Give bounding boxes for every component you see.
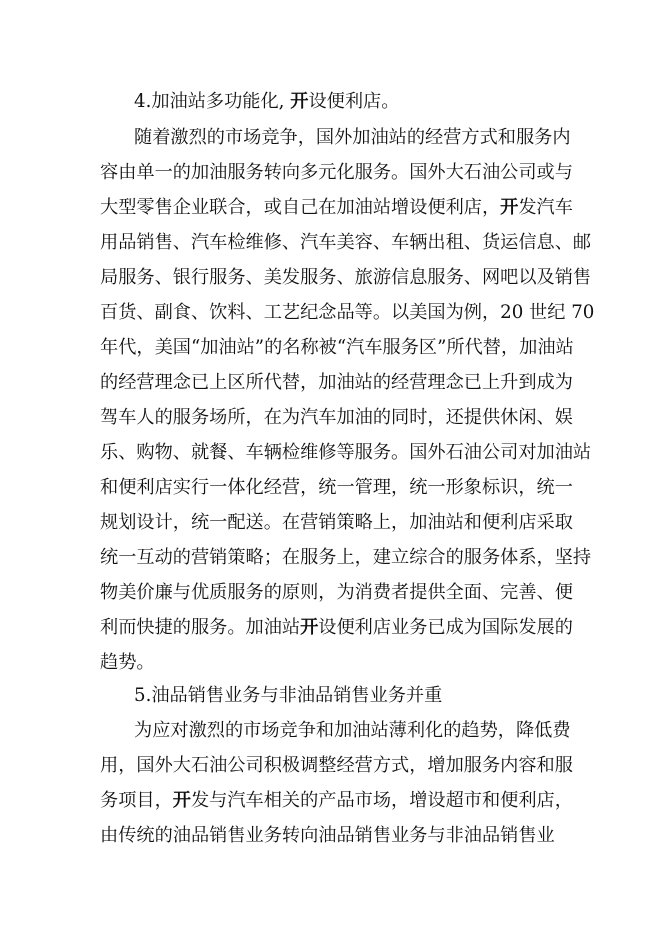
bold-char: 开 bbox=[172, 790, 191, 811]
line-text: 大型零售企业联合，或自己在加油站增设便利店， bbox=[100, 197, 501, 218]
paragraph-line: 由传统的油品销售业务转向油品销售业务与非油品销售业 bbox=[100, 825, 555, 846]
paragraph-line: 用品销售、汽车检维修、汽车美容、车辆出租、货运信息、邮 bbox=[100, 232, 592, 253]
bold-char: 开 bbox=[300, 617, 319, 638]
line-text: 务项目， bbox=[100, 790, 173, 811]
paragraph-line: 乐、购物、就餐、车辆检维修等服务。国外石油公司对加油站 bbox=[100, 442, 592, 463]
paragraph-line: 的经营理念已上区所代替，加油站的经营理念已上升到成为 bbox=[100, 372, 573, 393]
paragraph-line bbox=[100, 789, 573, 813]
paragraph-line: 规划设计，统一配送。在营销策略上，加油站和便利店采取 bbox=[100, 512, 573, 533]
section-5-heading: 5.油品销售业务与非油品销售业务并重 bbox=[134, 685, 443, 706]
paragraph-line: 和便利店实行一体化经营，统一管理，统一形象标识，统一 bbox=[100, 477, 573, 498]
bold-char: 开 bbox=[500, 197, 519, 218]
paragraph-line: 为应对激烈的市场竞争和加油站薄利化的趋势，降低费 bbox=[134, 720, 571, 741]
paragraph-line bbox=[100, 196, 573, 220]
paragraph-line bbox=[100, 616, 573, 640]
heading-bold-char: 开 bbox=[290, 91, 309, 112]
heading-text-suffix: 设便利店。 bbox=[308, 91, 400, 112]
section-4-heading bbox=[134, 90, 399, 114]
line-text: 发汽车 bbox=[518, 197, 573, 218]
heading-text-prefix: 4.加油站多功能化, bbox=[134, 91, 291, 112]
line-text: 利而快捷的服务。加油站 bbox=[100, 617, 301, 638]
paragraph-line: 容由单一的加油服务转向多元化服务。国外大石油公司或与 bbox=[100, 162, 573, 183]
line-text: 发与汽车相关的产品市场，增设超市和便利店， bbox=[190, 790, 573, 811]
paragraph-line: 局服务、银行服务、美发服务、旅游信息服务、网吧以及销售 bbox=[100, 267, 592, 288]
paragraph-line: 百货、副食、饮料、工艺纪念品等。以美国为例，20 世纪 70 bbox=[100, 302, 595, 323]
paragraph-line: 随着激烈的市场竞争，国外加油站的经营方式和服务内 bbox=[134, 127, 571, 148]
paragraph-line: 用，国外大石油公司积极调整经营方式，增加服务内容和服 bbox=[100, 755, 573, 776]
paragraph-line: 统一互动的营销策略；在服务上，建立综合的服务体系，坚持 bbox=[100, 547, 592, 568]
paragraph-line: 物美价廉与优质服务的原则，为消费者提供全面、完善、便 bbox=[100, 582, 573, 603]
line-text: 设便利店业务已成为国际发展的 bbox=[318, 617, 573, 638]
paragraph-line: 驾车人的服务场所，在为汽车加油的同时，还提供休闲、娱 bbox=[100, 407, 573, 428]
paragraph-line: 年代，美国“加油站”的名称被“汽车服务区”所代替，加油站 bbox=[100, 337, 574, 358]
paragraph-line: 趋势。 bbox=[100, 652, 155, 673]
